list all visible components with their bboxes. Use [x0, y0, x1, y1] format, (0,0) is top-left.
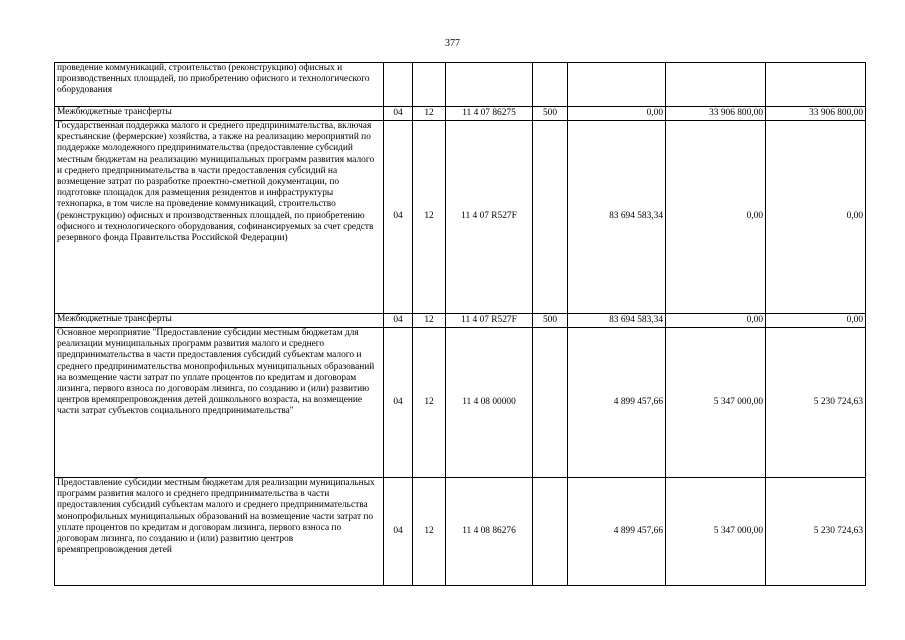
row-target-article: 11 4 07 R527F: [446, 121, 533, 314]
row-subsection: 12: [413, 314, 446, 328]
table-row: [55, 314, 866, 328]
row-amount-3: 0,00: [766, 121, 866, 314]
row-target-article: 11 4 08 86276: [446, 478, 533, 586]
row-target-article: 11 4 07 R527F: [446, 314, 533, 328]
row-amount-2: [666, 63, 766, 107]
row-expense-type: 500: [533, 314, 568, 328]
row-amount-2: 5 347 000,00: [666, 478, 766, 586]
table-row: [55, 121, 866, 314]
row-amount-1: 83 694 583,34: [568, 314, 666, 328]
row-amount-2: 0,00: [666, 314, 766, 328]
row-section: 04: [384, 328, 413, 478]
row-target-article: [446, 63, 533, 107]
row-amount-2: 0,00: [666, 121, 766, 314]
row-name: Межбюджетные трансферты: [55, 107, 384, 121]
row-amount-2: 33 906 800,00: [666, 107, 766, 121]
row-amount-3: [766, 63, 866, 107]
row-expense-type: [533, 328, 568, 478]
row-subsection: 12: [413, 478, 446, 586]
row-section: 04: [384, 314, 413, 328]
page-number: 377: [445, 38, 460, 49]
row-section: 04: [384, 478, 413, 586]
row-expense-type: [533, 121, 568, 314]
row-name: Государственная поддержка малого и среднего предпринимательства, включая крестьянские (фермерские) хозяйства, а также на реализацию мероприятий по поддержке молодежного предпринимательства (предоставление субсидий местным бюджетам на реализацию муниципальных программ развития малого и среднего предпринимательства в части предоставления субсидий на возмещение затрат по разработке проектно-сметной документации, по подготовке площадок для размещения резидентов и инфраструктуры технопарка, в том числе на проведение коммуникаций, строительство (реконструкцию) офисных и производственных площадей, по приобретению офисного и технологического оборудования, софинансируемых за счет средств резервного фонда Правительства Российской Федерации): [55, 121, 384, 314]
row-amount-1: [568, 63, 666, 107]
row-section: 04: [384, 107, 413, 121]
row-subsection: 12: [413, 107, 446, 121]
row-subsection: [413, 63, 446, 107]
row-amount-3: 5 230 724,63: [766, 478, 866, 586]
row-subsection: 12: [413, 328, 446, 478]
row-amount-1: 4 899 457,66: [568, 478, 666, 586]
row-amount-1: 4 899 457,66: [568, 328, 666, 478]
table-row: [55, 328, 866, 478]
row-name: Межбюджетные трансферты: [55, 314, 384, 328]
row-target-article: 11 4 08 00000: [446, 328, 533, 478]
row-name: проведение коммуникаций, строительство (реконструкцию) офисных и производственных площадей, по приобретению офисного и технологического оборудования: [55, 63, 384, 107]
row-amount-1: 83 694 583,34: [568, 121, 666, 314]
row-expense-type: 500: [533, 107, 568, 121]
table-row: [55, 478, 866, 586]
row-name: Предоставление субсидии местным бюджетам для реализации муниципальных программ развития малого и среднего предпринимательства в части предоставления субсидий субъектам малого и среднего предпринимательства монопрофильных муниципальных образований на возмещение части затрат по уплате процентов по кредитам и договорам лизинга, первого взноса по договорам лизинга, по созданию и (или) развитию центров времяпрепровождения детей: [55, 478, 384, 586]
table-row: [55, 107, 866, 121]
row-section: [384, 63, 413, 107]
row-amount-1: 0,00: [568, 107, 666, 121]
table-row: [55, 63, 866, 107]
row-expense-type: [533, 478, 568, 586]
row-target-article: 11 4 07 86275: [446, 107, 533, 121]
row-section: 04: [384, 121, 413, 314]
row-name: Основное мероприятие "Предоставление субсидии местным бюджетам для реализации муниципальных программ развития малого и среднего предпринимательства в части предоставления субсидий субъектам малого и среднего предпринимательства монопрофильных муниципальных образований на возмещение части затрат по уплате процентов по кредитам и договорам лизинга, первого взноса по договорам лизинга, по созданию и (или) развитию центров времяпрепровождения детей дошкольного возраста, на возмещение части затрат субъектов социального предпринимательства": [55, 328, 384, 478]
row-amount-2: 5 347 000,00: [666, 328, 766, 478]
row-subsection: 12: [413, 121, 446, 314]
row-amount-3: 0,00: [766, 314, 866, 328]
budget-table: [54, 62, 866, 586]
row-expense-type: [533, 63, 568, 107]
row-amount-3: 33 906 800,00: [766, 107, 866, 121]
row-amount-3: 5 230 724,63: [766, 328, 866, 478]
